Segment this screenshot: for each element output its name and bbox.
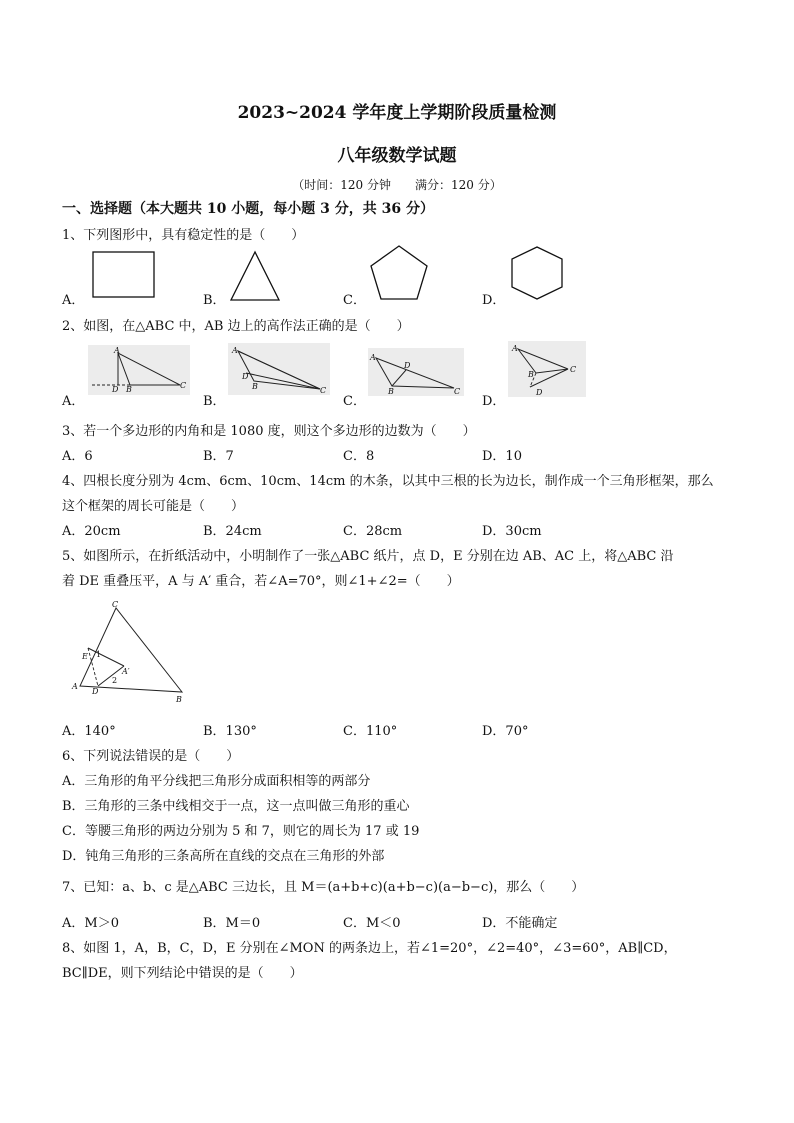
- q2b-label-b: B: [252, 382, 258, 391]
- q4-option-c: C．28cm: [343, 524, 403, 539]
- q5-label-b: B: [176, 695, 182, 704]
- question-6: 6、下列说法错误的是（ ）: [62, 749, 240, 764]
- q2c-label-c: C: [454, 387, 461, 396]
- q2b-label-a: A: [232, 346, 238, 355]
- q6-option-d: D．钝角三角形的三条高所在直线的交点在三角形的外部: [62, 849, 385, 864]
- q2c-label-b: B: [388, 387, 394, 396]
- question-5-line-2: 着 DE 重叠压平，A 与 A′ 重合，若∠A=70°，则∠1+∠2=（ ）: [62, 574, 460, 589]
- question-4-line-2: 这个框架的周长可能是（ ）: [62, 499, 245, 514]
- q3-option-a: A．6: [62, 449, 93, 464]
- q5-label-d: D: [92, 687, 99, 696]
- q5-label-a-prime: A′: [122, 667, 130, 676]
- q5-option-b: B．130°: [203, 724, 257, 739]
- section-heading: 一、选择题（本大题共 10 小题，每小题 3 分，共 36 分）: [62, 201, 434, 217]
- q5-option-c: C．110°: [343, 724, 398, 739]
- q2-option-d: D．: [482, 394, 506, 409]
- q5-figure: [68, 598, 192, 706]
- q1-option-b: B．: [203, 293, 226, 308]
- q6-option-a: A．三角形的角平分线把三角形分成面积相等的两部分: [62, 774, 371, 789]
- q3-option-d: D．10: [482, 449, 522, 464]
- q4-option-d: D．30cm: [482, 524, 542, 539]
- q7-option-a: A．M＞0: [62, 916, 119, 931]
- rectangle-figure: [92, 251, 156, 299]
- q2-figure-d: [508, 341, 586, 397]
- q2-option-b: B．: [203, 394, 226, 409]
- q1-option-c: C．: [343, 293, 366, 308]
- q1-option-a: A．: [62, 293, 85, 308]
- question-1: 1、下列图形中，具有稳定性的是（ ）: [62, 228, 305, 243]
- q2d-label-b: B: [528, 370, 534, 379]
- q5-label-c: C: [112, 600, 119, 609]
- q2d-label-d: D: [536, 388, 543, 397]
- question-2: 2、如图，在△ABC 中，AB 边上的高作法正确的是（ ）: [62, 319, 410, 334]
- q2c-label-d: D: [404, 361, 411, 370]
- q2-figure-b: [228, 343, 330, 395]
- pentagon-figure: [368, 244, 430, 302]
- q2a-label-c: C: [180, 381, 187, 390]
- q2c-label-a: A: [370, 353, 376, 362]
- q2-figure-a: [88, 345, 190, 395]
- q5-label-angle-1: 1: [96, 650, 102, 659]
- q5-label-a: A: [72, 682, 78, 691]
- q7-option-d: D．不能确定: [482, 916, 558, 931]
- question-7: 7、已知：a、b、c 是△ABC 三边长，且 M＝(a+b+c)(a+b−c)(a−b−c)，那么（ ）: [62, 880, 585, 895]
- q2-figure-c: [368, 348, 464, 396]
- q1-option-d: D．: [482, 293, 506, 308]
- question-8-line-1: 8、如图 1，A，B，C，D，E 分别在∠MON 的两条边上，若∠1=20°，∠2=40°，∠3=60°，AB∥CD，: [62, 941, 677, 956]
- q5-option-d: D．70°: [482, 724, 529, 739]
- q2d-label-a: A: [512, 344, 518, 353]
- q4-option-a: A．20cm: [62, 524, 121, 539]
- q2a-label-d: D: [112, 385, 119, 394]
- q2a-label-a: A: [114, 346, 120, 355]
- q2d-label-c: C: [570, 365, 577, 374]
- q2b-label-c: C: [320, 386, 327, 395]
- q4-option-b: B．24cm: [203, 524, 262, 539]
- exam-title: 2023~2024 学年度上学期阶段质量检测: [237, 103, 557, 123]
- q7-option-c: C．M＜0: [343, 916, 401, 931]
- q3-option-b: B．7: [203, 449, 234, 464]
- question-8-line-2: BC∥DE，则下列结论中错误的是（ ）: [62, 966, 303, 981]
- q5-label-e: E: [82, 652, 88, 661]
- q2a-label-b: B: [126, 385, 132, 394]
- question-4-line-1: 4、四根长度分别为 4cm、6cm、10cm、14cm 的木条，以其中三根的长为边长，制作成一个三角形框架，那么: [62, 474, 714, 489]
- triangle-figure: [228, 250, 282, 302]
- q2-option-c: C．: [343, 394, 366, 409]
- q5-option-a: A．140°: [62, 724, 116, 739]
- q5-label-angle-2: 2: [112, 676, 118, 685]
- exam-subtitle: 八年级数学试题: [337, 146, 457, 166]
- q7-option-b: B．M＝0: [203, 916, 261, 931]
- question-5-line-1: 5、如图所示，在折纸活动中，小明制作了一张△ABC 纸片，点 D，E 分别在边 AB、AC 上，将△ABC 沿: [62, 549, 674, 564]
- hexagon-figure: [508, 244, 566, 302]
- q6-option-c: C．等腰三角形的两边分别为 5 和 7，则它的周长为 17 或 19: [62, 824, 420, 839]
- q6-option-b: B．三角形的三条中线相交于一点，这一点叫做三角形的重心: [62, 799, 410, 814]
- question-3: 3、若一个多边形的内角和是 1080 度，则这个多边形的边数为（ ）: [62, 424, 476, 439]
- q2-option-a: A．: [62, 394, 85, 409]
- exam-meta: （时间：120 分钟 满分：120 分）: [292, 178, 502, 192]
- q2b-label-d: D: [242, 372, 249, 381]
- q3-option-c: C．8: [343, 449, 375, 464]
